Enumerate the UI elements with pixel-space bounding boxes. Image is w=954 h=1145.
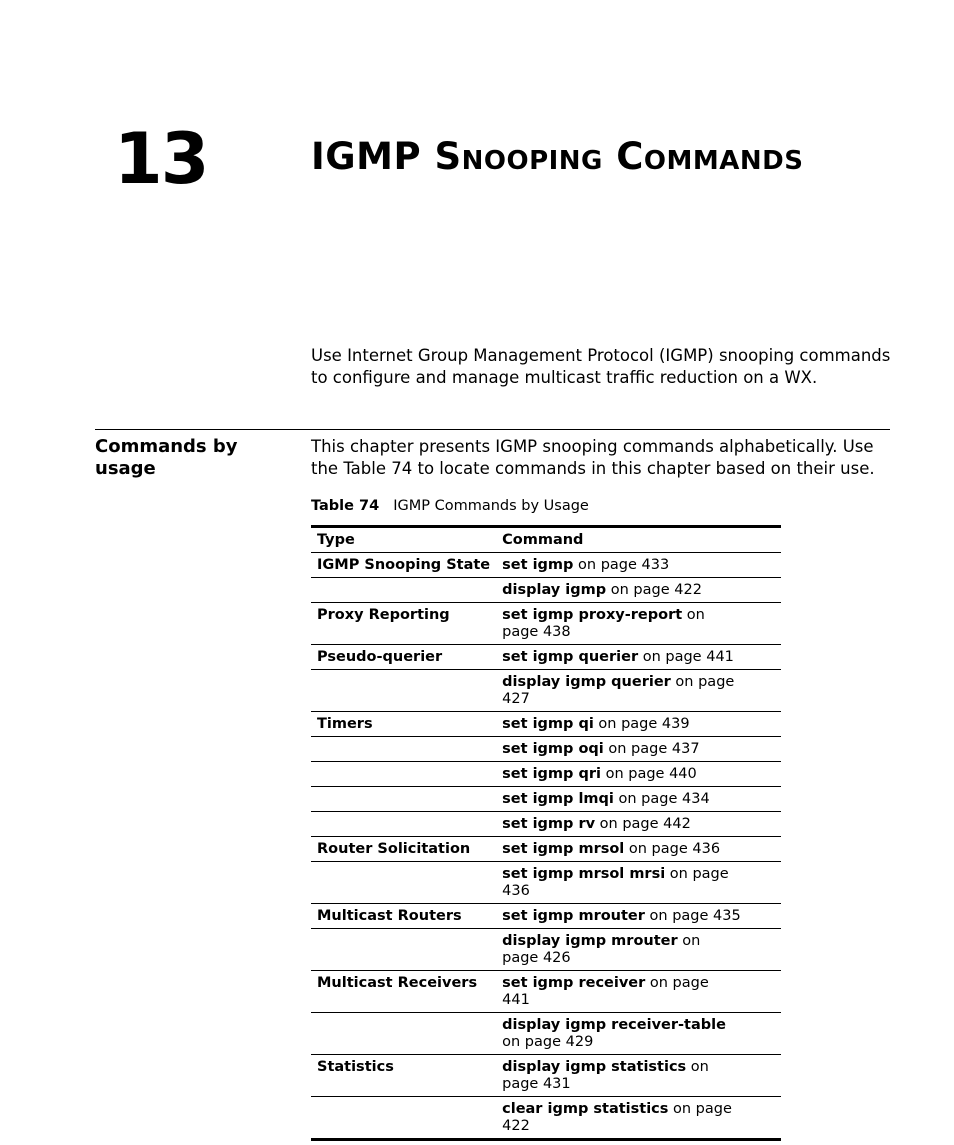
row-command	[496, 762, 781, 787]
row-type	[311, 670, 496, 712]
row-command	[496, 603, 781, 645]
row-type	[311, 862, 496, 904]
table-header-row	[311, 527, 781, 553]
row-type: Multicast Routers	[311, 904, 496, 929]
table-number: Table 74	[311, 498, 380, 514]
table-row	[311, 762, 781, 787]
command-keyword: display igmp statistics	[502, 1059, 687, 1075]
row-command	[496, 929, 781, 971]
row-command	[496, 737, 781, 762]
section-divider	[95, 429, 890, 430]
row-command	[496, 1055, 781, 1097]
table-row	[311, 1097, 781, 1140]
row-type	[311, 787, 496, 812]
row-command	[496, 553, 781, 578]
row-command	[496, 904, 781, 929]
page-reference: on page 437	[603, 741, 700, 757]
table-row	[311, 904, 781, 929]
command-keyword: clear igmp statistics	[502, 1101, 669, 1117]
page-reference: on page 431	[502, 1059, 709, 1092]
row-command	[496, 812, 781, 837]
page-reference: on page 429	[502, 1034, 594, 1050]
table-row	[311, 812, 781, 837]
section-paragraph: This chapter presents IGMP snooping commands alphabetically. Use the Table 74 to locate commands in this chapter based on their use.	[311, 437, 875, 478]
row-type	[311, 929, 496, 971]
table-row	[311, 787, 781, 812]
table-row	[311, 837, 781, 862]
command-keyword: set igmp qri	[502, 766, 601, 782]
command-keyword: set igmp mrsol mrsi	[502, 866, 666, 882]
table-row	[311, 712, 781, 737]
row-command	[496, 837, 781, 862]
page-reference: on page 434	[613, 791, 710, 807]
page-reference: on page 427	[502, 674, 735, 707]
command-keyword: display igmp receiver-table	[502, 1017, 726, 1033]
page-reference: on page 436	[502, 866, 729, 899]
page-reference: on page 442	[595, 816, 691, 832]
table-row	[311, 1055, 781, 1097]
page-reference: on page 441	[502, 975, 709, 1008]
row-type: Timers	[311, 712, 496, 737]
command-keyword: set igmp qi	[502, 716, 594, 732]
row-type: IGMP Snooping State	[311, 553, 496, 578]
chapter-title: IGMP Snooping Commands	[311, 135, 804, 178]
table-row	[311, 971, 781, 1013]
column-header-type: Type	[311, 527, 496, 553]
row-command	[496, 787, 781, 812]
command-keyword: display igmp mrouter	[502, 933, 678, 949]
row-type: Router Solicitation	[311, 837, 496, 862]
command-keyword: set igmp querier	[502, 649, 639, 665]
row-command	[496, 1097, 781, 1140]
table-caption-text: IGMP Commands by Usage	[393, 498, 589, 514]
table-row	[311, 1013, 781, 1055]
row-command	[496, 578, 781, 603]
page-reference: on page 435	[644, 908, 741, 924]
chapter-number: 13	[114, 118, 208, 200]
row-type: Statistics	[311, 1055, 496, 1097]
command-keyword: set igmp mrsol	[502, 841, 625, 857]
command-keyword: display igmp querier	[502, 674, 671, 690]
row-type	[311, 812, 496, 837]
row-type	[311, 762, 496, 787]
intro-paragraph: Use Internet Group Management Protocol (IGMP) snooping commands to configure and manage multicast traffic reduction on a WX.	[311, 346, 891, 387]
table-row	[311, 737, 781, 762]
row-command	[496, 712, 781, 737]
row-type: Pseudo-querier	[311, 645, 496, 670]
page-reference: on page 436	[624, 841, 721, 857]
row-type	[311, 578, 496, 603]
table-row	[311, 645, 781, 670]
command-keyword: set igmp oqi	[502, 741, 604, 757]
row-command	[496, 971, 781, 1013]
page-reference: on page 440	[600, 766, 697, 782]
command-keyword: set igmp	[502, 557, 574, 573]
page-reference: on page 426	[502, 933, 701, 966]
table-row	[311, 862, 781, 904]
command-keyword: set igmp receiver	[502, 975, 646, 991]
table-row	[311, 553, 781, 578]
row-type: Proxy Reporting	[311, 603, 496, 645]
row-command	[496, 1013, 781, 1055]
row-command	[496, 670, 781, 712]
command-keyword: set igmp mrouter	[502, 908, 645, 924]
page-reference: on page 422	[502, 1101, 732, 1134]
page-reference: on page 422	[606, 582, 702, 598]
column-header-command: Command	[496, 527, 781, 553]
table-body	[311, 553, 781, 1140]
row-type: Multicast Receivers	[311, 971, 496, 1013]
row-command	[496, 862, 781, 904]
command-keyword: display igmp	[502, 582, 607, 598]
command-keyword: set igmp lmqi	[502, 791, 614, 807]
command-keyword: set igmp rv	[502, 816, 596, 832]
page-reference: on page 441	[638, 649, 734, 665]
table-row	[311, 578, 781, 603]
page-reference: on page 439	[593, 716, 690, 732]
page-reference: on page 433	[573, 557, 670, 573]
table-row	[311, 603, 781, 645]
row-type	[311, 1097, 496, 1140]
table-row	[311, 670, 781, 712]
command-keyword: set igmp proxy-report	[502, 607, 683, 623]
section-heading: Commands by usage	[95, 436, 238, 479]
row-command	[496, 645, 781, 670]
row-type	[311, 737, 496, 762]
commands-table	[311, 525, 781, 1141]
row-type	[311, 1013, 496, 1055]
page-reference: on page 438	[502, 607, 705, 640]
table-row	[311, 929, 781, 971]
table-caption	[311, 497, 589, 515]
